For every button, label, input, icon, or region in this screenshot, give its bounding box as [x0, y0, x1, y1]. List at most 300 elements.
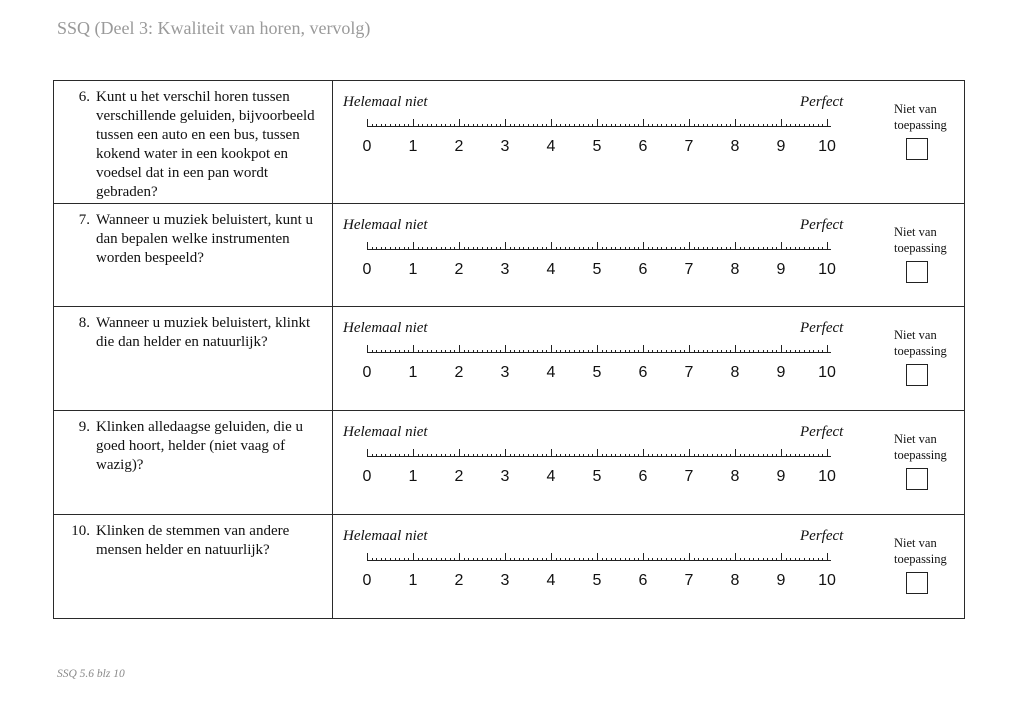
- minor-tick: [634, 124, 635, 127]
- minor-tick: [776, 454, 777, 457]
- minor-tick: [500, 350, 501, 353]
- major-tick: [413, 553, 414, 561]
- minor-tick: [560, 558, 561, 561]
- minor-tick: [634, 454, 635, 457]
- minor-tick: [730, 454, 731, 457]
- na-label-line: Niet van: [894, 102, 937, 116]
- minor-tick: [795, 558, 796, 561]
- major-tick: [597, 119, 598, 127]
- not-applicable-checkbox[interactable]: [906, 138, 928, 160]
- minor-tick: [721, 350, 722, 353]
- minor-tick: [818, 124, 819, 127]
- minor-tick: [620, 247, 621, 250]
- minor-tick: [634, 350, 635, 353]
- question-row: [54, 204, 965, 307]
- scale-number: 2: [454, 468, 464, 485]
- scale-number: 5: [592, 572, 602, 589]
- minor-tick: [482, 558, 483, 561]
- minor-tick: [657, 454, 658, 457]
- minor-tick: [666, 454, 667, 457]
- question: [54, 307, 332, 352]
- minor-tick: [431, 558, 432, 561]
- question-number: 8.: [78, 315, 90, 331]
- minor-tick: [418, 454, 419, 457]
- minor-tick: [680, 124, 681, 127]
- question-cell: [54, 204, 333, 307]
- minor-tick: [528, 558, 529, 561]
- not-applicable-checkbox[interactable]: [906, 261, 928, 283]
- minor-tick: [376, 247, 377, 250]
- minor-tick: [556, 247, 557, 250]
- minor-tick: [436, 454, 437, 457]
- minor-tick: [487, 124, 488, 127]
- minor-tick: [772, 350, 773, 353]
- minor-tick: [726, 558, 727, 561]
- not-applicable-checkbox[interactable]: [906, 468, 928, 490]
- scale-number: 10: [818, 364, 836, 381]
- minor-tick: [468, 454, 469, 457]
- question-cell: [54, 81, 333, 204]
- scale-number: 10: [818, 138, 836, 155]
- minor-tick: [799, 558, 800, 561]
- minor-tick: [638, 350, 639, 353]
- minor-tick: [408, 247, 409, 250]
- major-tick: [689, 119, 690, 127]
- minor-tick: [592, 350, 593, 353]
- minor-tick: [491, 558, 492, 561]
- minor-tick: [487, 454, 488, 457]
- not-applicable-checkbox[interactable]: [906, 364, 928, 386]
- minor-tick: [399, 454, 400, 457]
- minor-tick: [579, 558, 580, 561]
- minor-tick: [519, 454, 520, 457]
- minor-tick: [703, 350, 704, 353]
- minor-tick: [454, 124, 455, 127]
- minor-tick: [450, 454, 451, 457]
- major-tick: [413, 345, 414, 353]
- minor-tick: [634, 558, 635, 561]
- minor-tick: [464, 350, 465, 353]
- minor-tick: [385, 350, 386, 353]
- scale-number: 0: [362, 261, 372, 278]
- minor-tick: [717, 558, 718, 561]
- minor-tick: [698, 454, 699, 457]
- minor-tick: [537, 454, 538, 457]
- major-tick: [505, 119, 506, 127]
- question-text: Klinken alledaagse geluiden, die u goed hoort, helder (niet vaag of wazig)?: [96, 419, 304, 473]
- na-label-line: toepassing: [894, 118, 947, 132]
- minor-tick: [638, 558, 639, 561]
- minor-tick: [404, 124, 405, 127]
- major-tick: [735, 553, 736, 561]
- major-tick: [735, 345, 736, 353]
- minor-tick: [404, 558, 405, 561]
- minor-tick: [680, 454, 681, 457]
- minor-tick: [390, 124, 391, 127]
- scale-number: 7: [684, 364, 694, 381]
- minor-tick: [556, 350, 557, 353]
- minor-tick: [615, 247, 616, 250]
- minor-tick: [445, 558, 446, 561]
- minor-tick: [804, 124, 805, 127]
- minor-tick: [606, 124, 607, 127]
- minor-tick: [758, 454, 759, 457]
- minor-tick: [592, 558, 593, 561]
- major-tick: [735, 119, 736, 127]
- minor-tick: [381, 454, 382, 457]
- minor-tick: [569, 247, 570, 250]
- minor-tick: [721, 124, 722, 127]
- major-tick: [459, 242, 460, 250]
- minor-tick: [753, 247, 754, 250]
- minor-tick: [680, 558, 681, 561]
- major-tick: [367, 242, 368, 250]
- minor-tick: [556, 558, 557, 561]
- minor-tick: [537, 247, 538, 250]
- rating-scale-slider[interactable]: [367, 118, 831, 132]
- minor-tick: [496, 350, 497, 353]
- minor-tick: [395, 247, 396, 250]
- major-tick: [551, 449, 552, 457]
- minor-tick: [749, 454, 750, 457]
- minor-tick: [523, 558, 524, 561]
- minor-tick: [666, 124, 667, 127]
- minor-tick: [441, 454, 442, 457]
- minor-tick: [638, 247, 639, 250]
- minor-tick: [657, 350, 658, 353]
- minor-tick: [684, 124, 685, 127]
- minor-tick: [799, 247, 800, 250]
- scale-number: 3: [500, 138, 510, 155]
- scale-number: 4: [546, 364, 556, 381]
- questionnaire-table: [53, 80, 965, 619]
- minor-tick: [813, 350, 814, 353]
- minor-tick: [666, 247, 667, 250]
- minor-tick: [422, 124, 423, 127]
- minor-tick: [569, 350, 570, 353]
- minor-tick: [804, 558, 805, 561]
- minor-tick: [422, 454, 423, 457]
- minor-tick: [500, 558, 501, 561]
- major-tick: [367, 345, 368, 353]
- minor-tick: [482, 247, 483, 250]
- minor-tick: [730, 350, 731, 353]
- minor-tick: [519, 124, 520, 127]
- minor-tick: [786, 124, 787, 127]
- rating-cell: [333, 515, 965, 619]
- minor-tick: [790, 247, 791, 250]
- minor-tick: [740, 350, 741, 353]
- not-applicable-label: [894, 431, 947, 463]
- minor-tick: [436, 558, 437, 561]
- minor-tick: [809, 454, 810, 457]
- minor-tick: [606, 454, 607, 457]
- minor-tick: [611, 350, 612, 353]
- minor-tick: [744, 247, 745, 250]
- minor-tick: [694, 454, 695, 457]
- minor-tick: [822, 454, 823, 457]
- minor-tick: [744, 454, 745, 457]
- scale-number: 3: [500, 468, 510, 485]
- minor-tick: [431, 350, 432, 353]
- minor-tick: [726, 124, 727, 127]
- major-tick: [459, 119, 460, 127]
- not-applicable-label: [894, 101, 947, 133]
- minor-tick: [381, 124, 382, 127]
- minor-tick: [712, 454, 713, 457]
- minor-tick: [533, 350, 534, 353]
- minor-tick: [730, 247, 731, 250]
- minor-tick: [666, 558, 667, 561]
- minor-tick: [569, 454, 570, 457]
- na-label-line: toepassing: [894, 344, 947, 358]
- minor-tick: [436, 124, 437, 127]
- minor-tick: [648, 454, 649, 457]
- minor-tick: [376, 454, 377, 457]
- minor-tick: [758, 350, 759, 353]
- scale-number: 5: [592, 261, 602, 278]
- minor-tick: [583, 350, 584, 353]
- question-number: 6.: [78, 89, 90, 105]
- minor-tick: [542, 454, 543, 457]
- minor-tick: [675, 350, 676, 353]
- minor-tick: [418, 247, 419, 250]
- minor-tick: [767, 124, 768, 127]
- question-row: [54, 515, 965, 619]
- scale-left-label: Helemaal niet: [343, 424, 428, 440]
- major-tick: [367, 449, 368, 457]
- minor-tick: [712, 350, 713, 353]
- question-number: 7.: [78, 212, 90, 228]
- minor-tick: [556, 454, 557, 457]
- minor-tick: [574, 124, 575, 127]
- minor-tick: [519, 350, 520, 353]
- minor-tick: [376, 124, 377, 127]
- minor-tick: [390, 350, 391, 353]
- minor-tick: [684, 454, 685, 457]
- minor-tick: [372, 124, 373, 127]
- minor-tick: [804, 247, 805, 250]
- minor-tick: [804, 350, 805, 353]
- minor-tick: [615, 558, 616, 561]
- minor-tick: [491, 247, 492, 250]
- rating-cell: [333, 307, 965, 411]
- minor-tick: [482, 454, 483, 457]
- minor-tick: [583, 454, 584, 457]
- minor-tick: [698, 124, 699, 127]
- minor-tick: [804, 454, 805, 457]
- minor-tick: [661, 454, 662, 457]
- not-applicable-label: [894, 535, 947, 567]
- minor-tick: [767, 247, 768, 250]
- minor-tick: [671, 454, 672, 457]
- minor-tick: [620, 350, 621, 353]
- major-tick: [643, 242, 644, 250]
- question-number: 10.: [71, 523, 90, 539]
- minor-tick: [652, 454, 653, 457]
- minor-tick: [408, 558, 409, 561]
- minor-tick: [431, 247, 432, 250]
- minor-tick: [381, 558, 382, 561]
- minor-tick: [454, 558, 455, 561]
- minor-tick: [408, 124, 409, 127]
- rating-scale-slider[interactable]: [367, 448, 831, 462]
- minor-tick: [813, 247, 814, 250]
- not-applicable-checkbox[interactable]: [906, 572, 928, 594]
- minor-tick: [767, 558, 768, 561]
- minor-tick: [707, 558, 708, 561]
- minor-tick: [776, 124, 777, 127]
- minor-tick: [758, 247, 759, 250]
- minor-tick: [602, 558, 603, 561]
- major-tick: [643, 119, 644, 127]
- minor-tick: [468, 558, 469, 561]
- minor-tick: [441, 558, 442, 561]
- scale-number: 2: [454, 364, 464, 381]
- minor-tick: [579, 350, 580, 353]
- question-text: Wanneer u muziek beluistert, kunt u dan bepalen welke instrumenten worden bespeeld?: [96, 212, 314, 266]
- minor-tick: [588, 350, 589, 353]
- minor-tick: [533, 454, 534, 457]
- minor-tick: [399, 247, 400, 250]
- minor-tick: [385, 454, 386, 457]
- minor-tick: [675, 247, 676, 250]
- minor-tick: [468, 247, 469, 250]
- minor-tick: [606, 247, 607, 250]
- minor-tick: [399, 124, 400, 127]
- major-tick: [827, 119, 828, 127]
- minor-tick: [510, 350, 511, 353]
- minor-tick: [753, 454, 754, 457]
- minor-tick: [813, 454, 814, 457]
- major-tick: [781, 242, 782, 250]
- minor-tick: [376, 558, 377, 561]
- minor-tick: [533, 124, 534, 127]
- minor-tick: [730, 558, 731, 561]
- minor-tick: [454, 454, 455, 457]
- minor-tick: [786, 454, 787, 457]
- minor-tick: [579, 454, 580, 457]
- question: [54, 81, 332, 202]
- minor-tick: [560, 350, 561, 353]
- major-tick: [643, 553, 644, 561]
- major-tick: [827, 242, 828, 250]
- minor-tick: [822, 124, 823, 127]
- minor-tick: [514, 124, 515, 127]
- minor-tick: [790, 350, 791, 353]
- minor-tick: [422, 350, 423, 353]
- major-tick: [781, 553, 782, 561]
- minor-tick: [408, 454, 409, 457]
- scale-number: 8: [730, 138, 740, 155]
- minor-tick: [464, 454, 465, 457]
- minor-tick: [523, 247, 524, 250]
- minor-tick: [703, 558, 704, 561]
- minor-tick: [707, 247, 708, 250]
- minor-tick: [445, 124, 446, 127]
- minor-tick: [477, 454, 478, 457]
- minor-tick: [703, 124, 704, 127]
- minor-tick: [514, 454, 515, 457]
- minor-tick: [418, 124, 419, 127]
- minor-tick: [717, 124, 718, 127]
- minor-tick: [376, 350, 377, 353]
- major-tick: [827, 345, 828, 353]
- minor-tick: [744, 350, 745, 353]
- minor-tick: [795, 247, 796, 250]
- minor-tick: [482, 124, 483, 127]
- scale-number: 1: [408, 138, 418, 155]
- major-tick: [505, 242, 506, 250]
- question-text: Kunt u het verschil horen tussen verschillende geluiden, bijvoorbeeld tussen een auto en een bus, tussen kokend water in een kookpot en voedsel dat in een pan wordt gebraden?: [96, 89, 315, 200]
- minor-tick: [799, 454, 800, 457]
- rating-scale-slider[interactable]: [367, 552, 831, 566]
- rating-scale-slider[interactable]: [367, 344, 831, 358]
- minor-tick: [537, 558, 538, 561]
- minor-tick: [574, 558, 575, 561]
- minor-tick: [450, 558, 451, 561]
- minor-tick: [648, 558, 649, 561]
- minor-tick: [408, 350, 409, 353]
- scale-number: 8: [730, 261, 740, 278]
- minor-tick: [744, 558, 745, 561]
- minor-tick: [740, 454, 741, 457]
- minor-tick: [818, 454, 819, 457]
- rating-cell: [333, 81, 965, 204]
- minor-tick: [592, 454, 593, 457]
- question-row: [54, 81, 965, 204]
- minor-tick: [450, 124, 451, 127]
- minor-tick: [776, 350, 777, 353]
- minor-tick: [809, 558, 810, 561]
- minor-tick: [790, 454, 791, 457]
- page-title: SSQ (Deel 3: Kwaliteit van horen, vervolg): [57, 18, 371, 38]
- minor-tick: [671, 124, 672, 127]
- minor-tick: [818, 350, 819, 353]
- minor-tick: [560, 247, 561, 250]
- major-tick: [551, 345, 552, 353]
- minor-tick: [712, 247, 713, 250]
- minor-tick: [717, 454, 718, 457]
- minor-tick: [684, 247, 685, 250]
- minor-tick: [574, 350, 575, 353]
- minor-tick: [491, 124, 492, 127]
- major-tick: [459, 553, 460, 561]
- minor-tick: [629, 558, 630, 561]
- minor-tick: [772, 558, 773, 561]
- minor-tick: [726, 247, 727, 250]
- major-tick: [505, 553, 506, 561]
- minor-tick: [615, 350, 616, 353]
- minor-tick: [611, 124, 612, 127]
- minor-tick: [565, 454, 566, 457]
- scale-number: 5: [592, 468, 602, 485]
- minor-tick: [468, 124, 469, 127]
- minor-tick: [556, 124, 557, 127]
- minor-tick: [749, 124, 750, 127]
- minor-tick: [648, 124, 649, 127]
- minor-tick: [638, 124, 639, 127]
- rating-scale-slider[interactable]: [367, 241, 831, 255]
- minor-tick: [487, 247, 488, 250]
- minor-tick: [602, 454, 603, 457]
- minor-tick: [445, 350, 446, 353]
- major-tick: [367, 119, 368, 127]
- scale-right-label: Perfect: [800, 528, 844, 544]
- scale-right-label: Perfect: [800, 217, 844, 233]
- question-number: 9.: [78, 419, 90, 435]
- minor-tick: [491, 454, 492, 457]
